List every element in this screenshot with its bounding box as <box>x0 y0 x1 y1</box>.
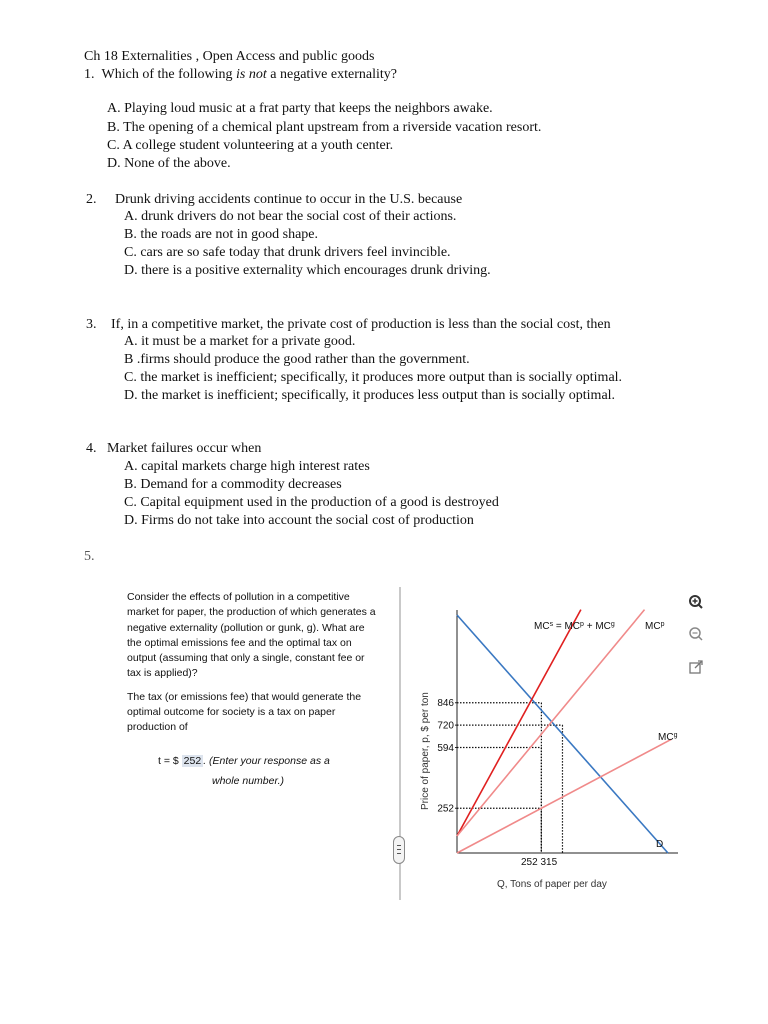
zoom-in-icon[interactable] <box>686 592 706 612</box>
question-1-option-a[interactable]: A. Playing loud music at a frat party that keeps the neighbors awake. <box>107 101 493 116</box>
question-1-emphasis: is not <box>236 67 267 82</box>
question-2-option-c[interactable]: C. cars are so safe today that drunk drivers feel invincible. <box>124 245 451 260</box>
answer-row <box>158 755 330 767</box>
x-tick-labels: 252 315 <box>521 857 558 868</box>
answer-note: . (Enter your response as a <box>203 755 330 767</box>
chart-layer <box>437 610 678 853</box>
page-title: Ch 18 Externalities , Open Access and public goods <box>84 49 375 64</box>
demand-line <box>457 615 668 853</box>
externality-chart <box>405 585 685 895</box>
y-tick-720: 720 <box>437 720 454 732</box>
social-cost-line <box>457 610 581 836</box>
question-2-option-a[interactable]: A. drunk drivers do not bear the social cost of their actions. <box>124 209 457 224</box>
question-1-number: 1. <box>84 67 95 82</box>
zoom-out-icon[interactable] <box>686 624 706 644</box>
answer-note-continued: whole number.) <box>212 775 284 787</box>
answer-prefix: t = $ <box>158 755 179 767</box>
problem-text-panel <box>127 590 377 744</box>
question-1-option-b[interactable]: B. The opening of a chemical plant upstream from a riverside vacation resort. <box>107 120 542 135</box>
question-4-option-b[interactable]: B. Demand for a commodity decreases <box>124 477 342 492</box>
question-3-number: 3. <box>86 317 97 332</box>
question-3-option-d[interactable]: D. the market is inefficient; specifically, it produces less output than is socially optimal. <box>124 388 616 403</box>
question-4-option-d[interactable]: D. Firms do not take into account the social cost of production <box>124 513 474 528</box>
question-3-option-c[interactable]: C. the market is inefficient; specifically, it produces more output than is socially optimal. <box>124 370 623 385</box>
problem-question: The tax (or emissions fee) that would generate the optimal outcome for society is a tax on paper production of <box>127 690 362 734</box>
question-4-option-c[interactable]: C. Capital equipment used in the production of a good is destroyed <box>124 495 499 510</box>
question-3-option-a[interactable]: A. it must be a market for a private good. <box>124 334 356 349</box>
demand-label: D <box>656 839 664 850</box>
question-2-option-d[interactable]: D. there is a positive externality which encourages drunk driving. <box>124 263 491 278</box>
resize-handle[interactable] <box>393 836 405 864</box>
question-5-number: 5. <box>84 549 95 564</box>
question-2-stem: Drunk driving accidents continue to occur in the U.S. because <box>115 192 463 207</box>
y-tick-846: 846 <box>437 698 454 710</box>
external-link-icon[interactable] <box>686 657 706 677</box>
answer-input[interactable]: 252 <box>183 755 202 767</box>
question-4-stem: Market failures occur when <box>107 441 262 456</box>
question-4-option-a[interactable]: A. capital markets charge high interest rates <box>124 459 370 474</box>
mcs-label: $MC^s = MC^p + MC^g$ <box>534 620 615 632</box>
y-tick-594: 594 <box>437 742 454 754</box>
question-3-option-b[interactable]: B .firms should produce the good rather than the government. <box>124 352 470 367</box>
question-1-option-d[interactable]: D. None of the above. <box>107 156 231 171</box>
question-1-option-c[interactable]: C. A college student volunteering at a youth center. <box>107 138 394 153</box>
question-4-number: 4. <box>86 441 97 456</box>
x-axis-label: Q, Tons of paper per day <box>497 879 607 890</box>
y-tick-252: 252 <box>437 803 454 815</box>
mcg-label: $MC^g$ <box>658 731 678 743</box>
question-2-option-b[interactable]: B. the roads are not in good shape. <box>124 227 319 242</box>
y-axis-label: Price of paper, p, $ per ton <box>420 692 431 810</box>
private-cost-line <box>457 610 645 836</box>
mcp-label: $MC^p$ <box>645 620 665 632</box>
question-3-stem: If, in a competitive market, the private cost of production is less than the social cost, then <box>111 317 611 332</box>
question-2-number: 2. <box>86 192 97 207</box>
problem-prompt: Consider the effects of pollution in a competitive market for paper, the production of which generates a negative externality (pollution or gunk, g). What are the optimal emissions fee and the optimal tax on output (assuming that only a single, constant fee or tax is applied)? <box>127 591 376 680</box>
question-1-stem: 1. Which of the following is not a negative externality? <box>84 67 397 82</box>
